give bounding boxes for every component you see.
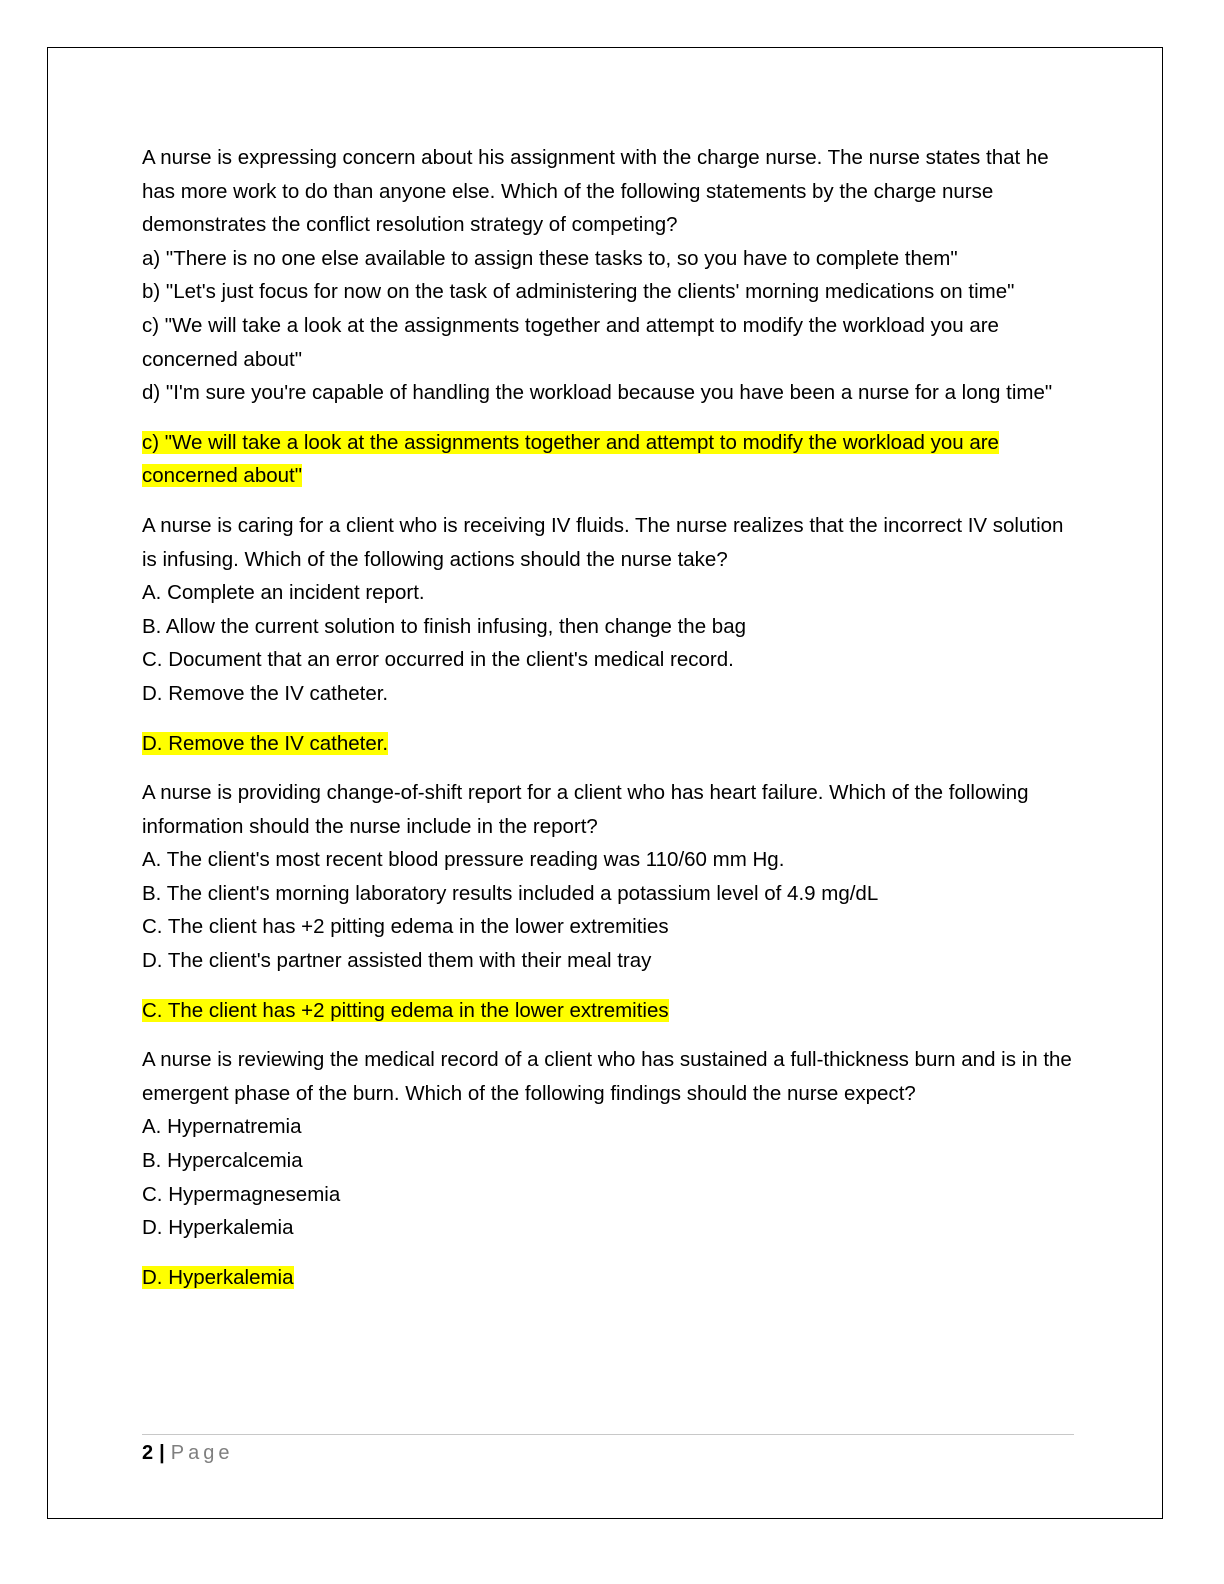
- page-number: 2: [142, 1442, 154, 1464]
- option-b: B. Hypercalcemia: [142, 1149, 303, 1173]
- option-a: A. Hypernatremia: [142, 1115, 302, 1139]
- question-2: [142, 509, 1077, 711]
- option-d: D. Hyperkalemia: [142, 1216, 294, 1240]
- option-a: A. Complete an incident report.: [142, 581, 425, 605]
- highlighted-answer: C. The client has +2 pitting edema in the lower extremities: [142, 998, 669, 1022]
- question-stem: A nurse is reviewing the medical record of a client who has sustained a full-thickness burn and is in the emergent phase of the burn. Which of the following findings should the nurse expect?: [142, 1048, 1072, 1105]
- option-c: c) "We will take a look at the assignments together and attempt to modify the workload you are concerned about": [142, 313, 999, 371]
- option-d: d) "I'm sure you're capable of handling the workload because you have been a nurse for a long time": [142, 381, 1053, 405]
- option-c: C. The client has +2 pitting edema in the lower extremities: [142, 915, 669, 939]
- document-body: [142, 141, 1077, 1310]
- page-footer: [142, 1440, 233, 1466]
- option-c: C. Document that an error occurred in the client's medical record.: [142, 648, 734, 672]
- option-a: a) "There is no one else available to assign these tasks to, so you have to complete them": [142, 246, 958, 270]
- highlighted-answer: D. Remove the IV catheter.: [142, 731, 389, 755]
- option-d: D. Remove the IV catheter.: [142, 681, 389, 705]
- highlighted-answer: c) "We will take a look at the assignments together and attempt to modify the workload you are concerned about": [142, 430, 999, 488]
- footer-separator: |: [159, 1442, 165, 1464]
- page-label: Page: [170, 1442, 234, 1464]
- option-d: D. The client's partner assisted them with their meal tray: [142, 949, 652, 973]
- answer-4: [142, 1261, 1077, 1295]
- option-c: C. Hypermagnesemia: [142, 1182, 341, 1206]
- question-stem: A nurse is expressing concern about his assignment with the charge nurse. The nurse states that he has more work to do than anyone else. Which of the following statements by the charge nurse demonstrates the conflict resolution strategy of competing?: [142, 146, 1049, 237]
- question-stem: A nurse is caring for a client who is receiving IV fluids. The nurse realizes that the incorrect IV solution is infusing. Which of the following actions should the nurse take?: [142, 513, 1064, 571]
- answer-2: [142, 727, 1077, 761]
- question-stem: A nurse is providing change-of-shift report for a client who has heart failure. Which of the following information should the nurse include in the report?: [142, 781, 1029, 838]
- question-3: [142, 776, 1077, 978]
- question-4: [142, 1043, 1077, 1245]
- option-b: B. Allow the current solution to finish infusing, then change the bag: [142, 614, 746, 638]
- option-a: A. The client's most recent blood pressure reading was 110/60 mm Hg.: [142, 848, 785, 872]
- footer-divider: [142, 1434, 1074, 1435]
- option-b: B. The client's morning laboratory results included a potassium level of 4.9 mg/dL: [142, 881, 879, 905]
- question-1: [142, 141, 1077, 410]
- answer-1: [142, 426, 1077, 493]
- answer-3: [142, 994, 1077, 1028]
- option-b: b) "Let's just focus for now on the task of administering the clients' morning medications on time": [142, 280, 1015, 304]
- highlighted-answer: D. Hyperkalemia: [142, 1265, 294, 1289]
